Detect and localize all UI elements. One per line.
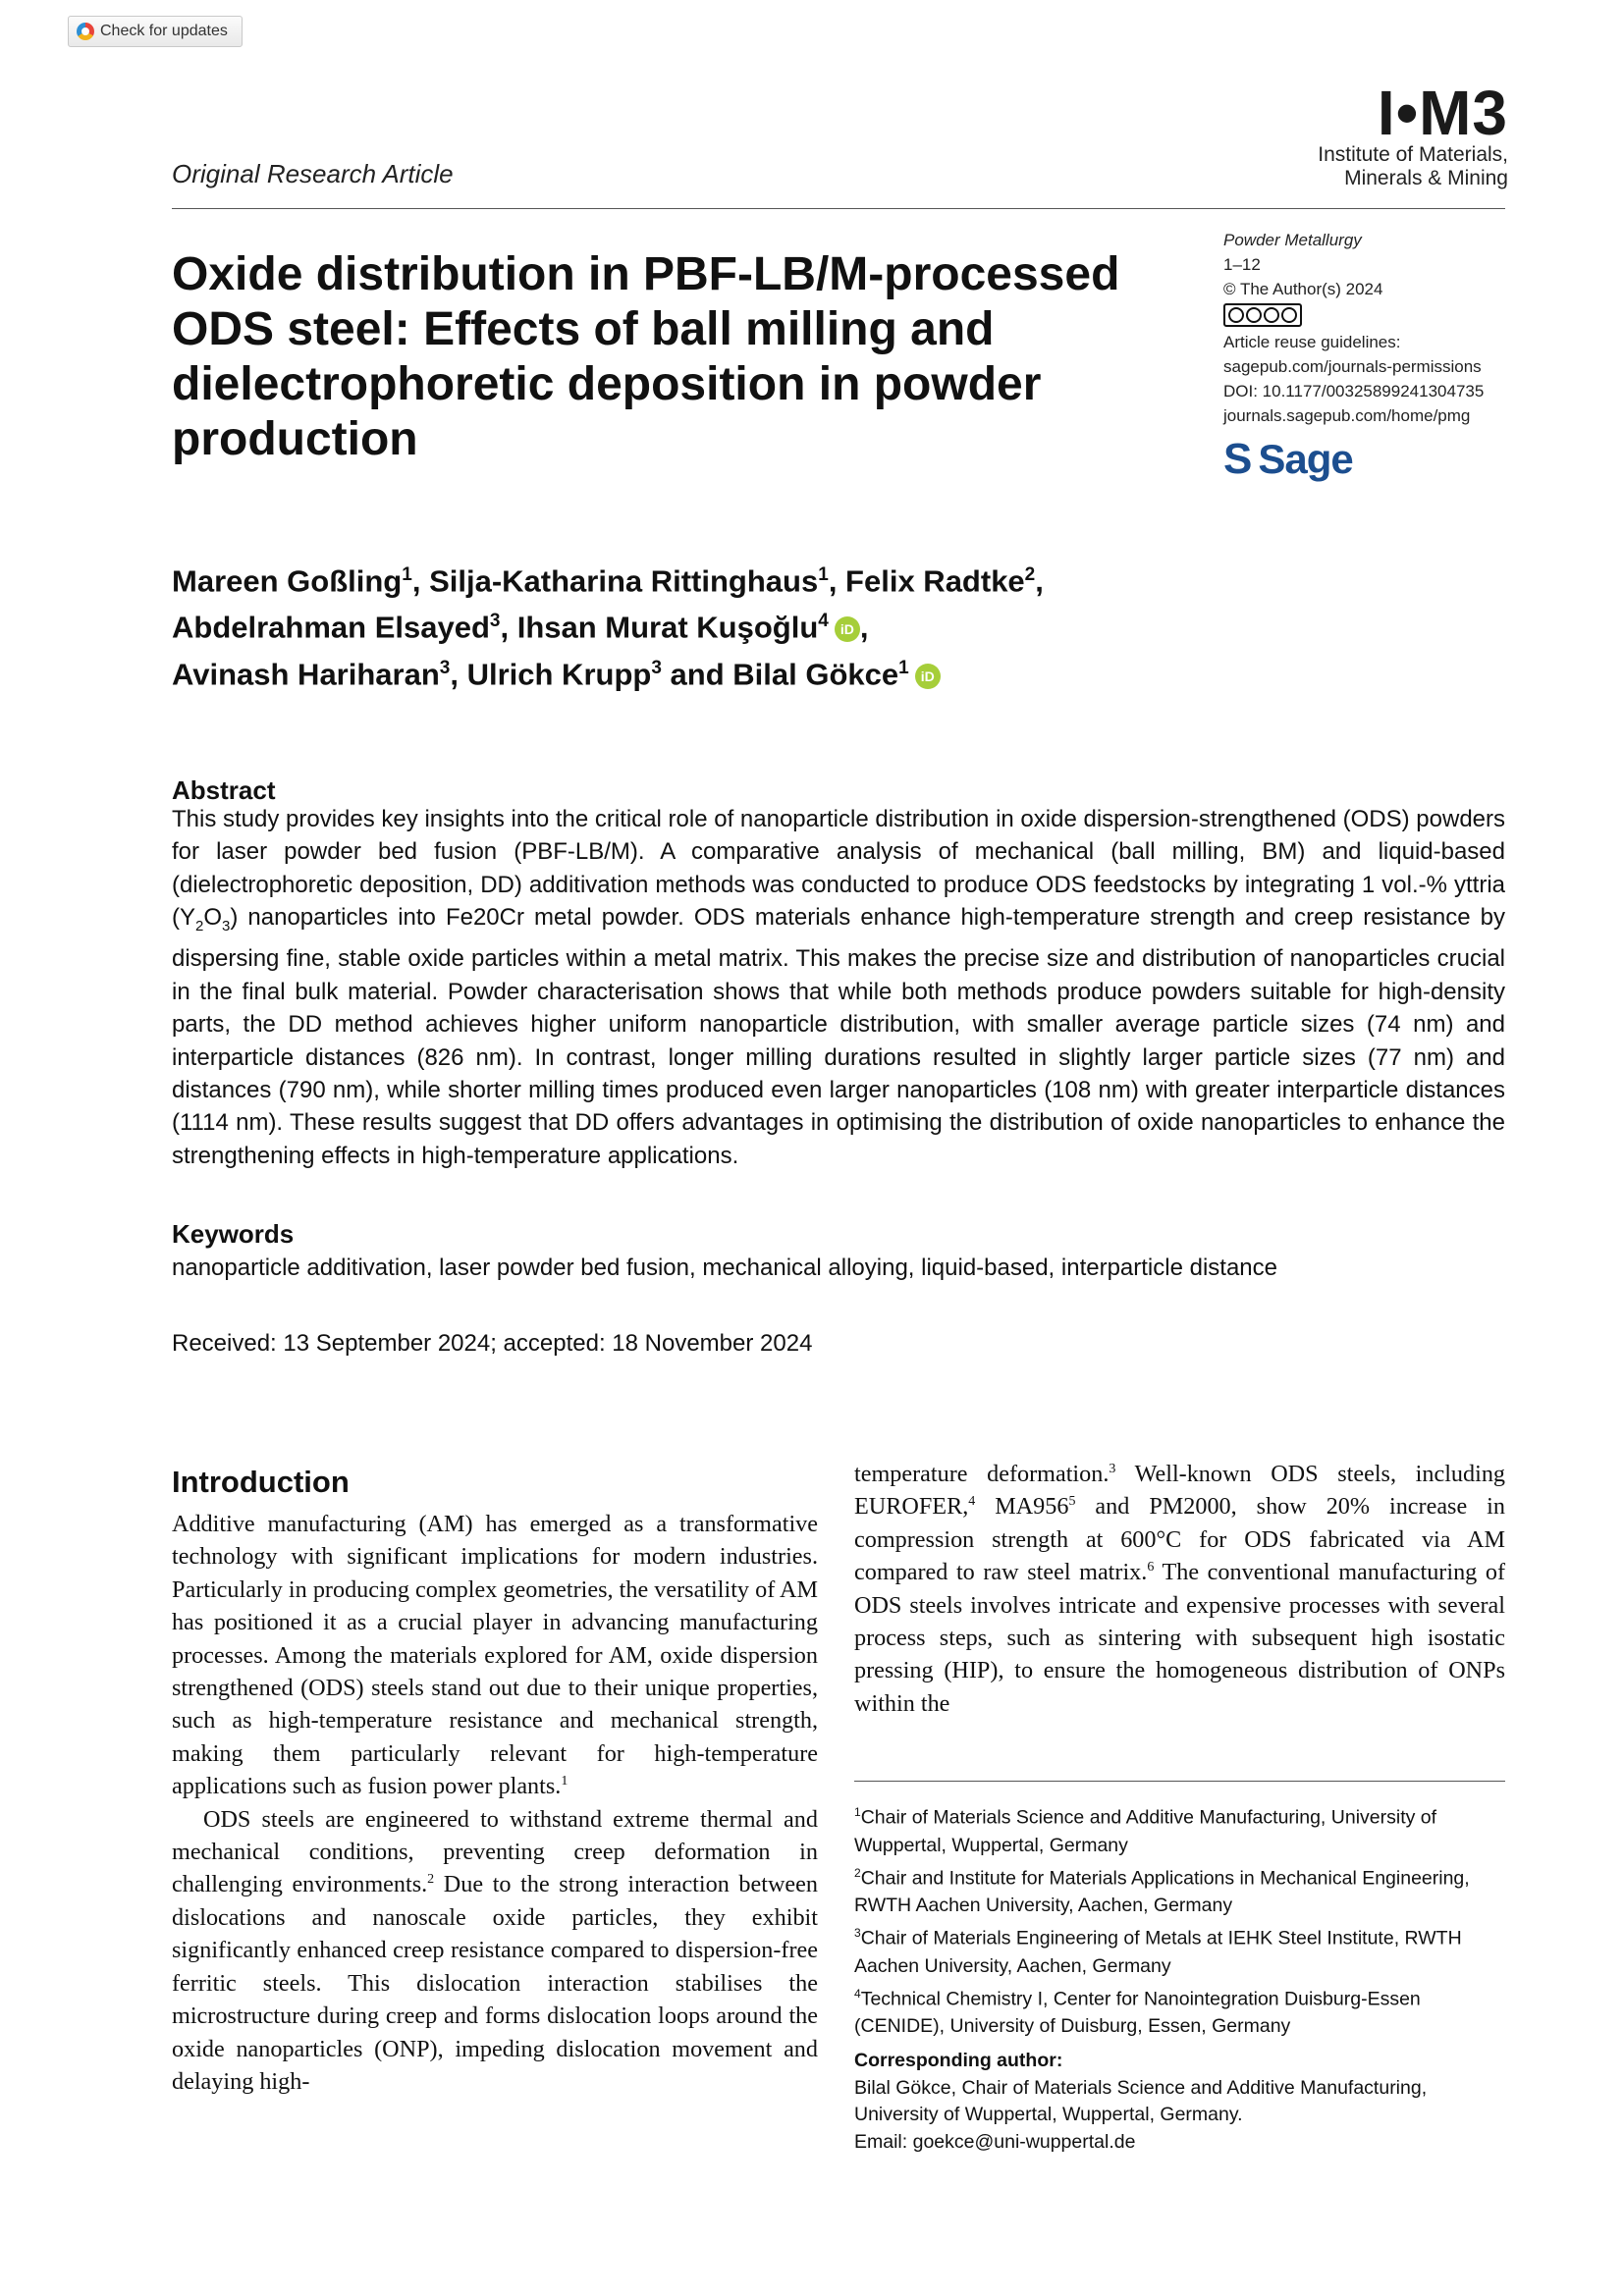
author-name: Ulrich Krupp bbox=[466, 656, 652, 691]
intro-paragraph-1: Additive manufacturing (AM) has emerged as a transformative technology with significant implications for modern industries. Particularly in producing complex geometries, the versatility of AM has positioned it as a crucial player in advancing manufacturing processes. Among the materials explored for AM, oxide dispersion strengthened (ODS) steels stand out due to their unique properties, such as high-temperature resistance and mechanical strength, making them particularly relevant for high-temperature applications such as fusion power plants.$^1$ bbox=[172, 1511, 818, 1800]
introduction-heading: Introduction bbox=[172, 1465, 350, 1499]
corresponding-author-line2: University of Wuppertal, Wuppertal, Germany. bbox=[854, 2104, 1243, 2125]
corresponding-author bbox=[854, 2048, 1505, 2156]
author-separator: , bbox=[500, 610, 517, 645]
author-affiliation-marker: 1 bbox=[898, 657, 909, 678]
orcid-icon[interactable]: iD bbox=[915, 664, 941, 689]
author-separator: , bbox=[450, 656, 467, 691]
sage-wordmark: Sage bbox=[1258, 436, 1353, 482]
copyright: © The Author(s) 2024 bbox=[1223, 280, 1383, 298]
article-meta bbox=[1223, 228, 1518, 481]
crossmark-icon bbox=[77, 23, 94, 40]
journal-link[interactable]: journals.sagepub.com/home/pmg bbox=[1223, 406, 1471, 425]
affiliation-number: 3 bbox=[854, 1926, 861, 1940]
intro-paragraph-continued: temperature deformation.$^3$ Well-known ODS steels, including EUROFER,$^4$ MA956$^5$ and PM2000, show 20% increase in compression strength at 600°C for ODS fabricated via AM compared to raw steel matrix.$^6$ The conventional manufacturing of ODS steels involves intricate and expensive processes with several process steps, such as sintering with subsequent high isostatic pressing (HIP), to ensure the homogeneous distribution of ONPs within the bbox=[854, 1461, 1506, 1717]
author-affiliation-marker: 1 bbox=[402, 564, 412, 585]
reference-marker[interactable]: 5 bbox=[1068, 1494, 1076, 1510]
author-separator: , bbox=[411, 563, 430, 599]
author-affiliation-marker: 3 bbox=[489, 611, 501, 632]
introduction-column-right bbox=[854, 1458, 1505, 1720]
author-separator: , bbox=[1035, 563, 1044, 599]
author-affiliation-marker: 3 bbox=[651, 657, 662, 678]
reference-marker[interactable]: 1 bbox=[561, 1774, 568, 1789]
reference-marker[interactable]: 2 bbox=[427, 1872, 435, 1888]
author-separator: , bbox=[859, 610, 869, 645]
journal-name: Powder Metallurgy bbox=[1223, 231, 1362, 249]
orcid-icon[interactable]: iD bbox=[835, 616, 860, 642]
doi[interactable]: DOI: 10.1177/00325899241304735 bbox=[1223, 382, 1485, 400]
author-name: Abdelrahman Elsayed bbox=[172, 610, 490, 645]
author-affiliation-marker: 2 bbox=[1024, 564, 1036, 585]
affiliation-text: Chair of Materials Science and Additive Manufacturing, University of Wuppertal, Wuppertal, Germany bbox=[854, 1806, 1437, 1856]
affiliation-text: Technical Chemistry I, Center for Nanointegration Duisburg-Essen (CENIDE), University of Duisburg, Essen, Germany bbox=[854, 1988, 1421, 2037]
corresponding-author-line1: Bilal Gökce, Chair of Materials Science and Additive Manufacturing, bbox=[854, 2076, 1428, 2099]
reuse-link[interactable]: sagepub.com/journals-permissions bbox=[1223, 357, 1482, 376]
affiliation-item bbox=[854, 1919, 1505, 1980]
author-affiliation-marker: 1 bbox=[818, 564, 829, 585]
introduction-column-left bbox=[172, 1508, 818, 2098]
check-for-updates-label: Check for updates bbox=[100, 23, 228, 39]
corresponding-author-heading: Corresponding author: bbox=[854, 2050, 1063, 2071]
reference-marker[interactable]: 4 bbox=[968, 1494, 976, 1510]
sage-logo[interactable] bbox=[1223, 435, 1518, 483]
header-divider bbox=[172, 208, 1505, 209]
abstract-heading: Abstract bbox=[172, 775, 276, 805]
reference-marker[interactable]: 6 bbox=[1147, 1560, 1155, 1575]
author-name: Ihsan Murat Kuşoğlu bbox=[516, 610, 819, 645]
affiliation-number: 1 bbox=[854, 1805, 861, 1819]
reference-marker[interactable]: 3 bbox=[1109, 1461, 1116, 1476]
affiliation-item bbox=[854, 1859, 1505, 1920]
abstract-text: This study provides key insights into the critical role of nanoparticle distribution in oxide dispersion-strengthened (ODS) powders for laser powder bed fusion (PBF-LB/M). A comparative analysis of mechanical (ball milling, BM) and liquid-based (dielectrophoretic deposition, DD) additivation methods was conducted to produce ODS feedstocks by integrating 1 vol.-% yttria $(Y_2O_3)$ nanoparticles into Fe20Cr metal powder. ODS materials enhance high-temperature strength and creep resistance by dispersing fine, stable oxide particles within a metal matrix. This makes the precise size and distribution of nanoparticles crucial in the final bulk material. Powder characterisation shows that while both methods produce powders suitable for high-density parts, the DD method achieves higher uniform nanoparticle distribution, with smaller average particle sizes (74 nm) and interparticle distances (826 nm). In contrast, longer milling durations resulted in slightly larger particle sizes (77 nm) and distances (790 nm), while shorter milling times produced even larger nanoparticles (108 nm) with greater interparticle distances (1114 nm). These results suggest that DD offers advantages in optimising the distribution of oxide nanoparticles to enhance the strengthening effects in high-temperature applications. bbox=[172, 806, 1506, 1169]
keywords-heading: Keywords bbox=[172, 1219, 295, 1249]
affiliations bbox=[854, 1798, 1505, 2040]
footnote-divider bbox=[854, 1781, 1505, 1782]
affiliation-text: Chair and Institute for Materials Applications in Mechanical Engineering, RWTH Aachen University, Aachen, Germany bbox=[854, 1867, 1470, 1916]
cc-by-nc-nd-icon[interactable] bbox=[1223, 303, 1302, 327]
affiliation-number: 4 bbox=[854, 1986, 861, 2001]
author-name: Mareen Goßling bbox=[172, 563, 403, 599]
iom3-logo-line2: Minerals & Mining bbox=[1344, 167, 1508, 189]
article-title: Oxide distribution in PBF-LB/M-processed ODS steel: Effects of ball milling and dielectrophoretic deposition in powder production bbox=[172, 248, 1120, 465]
iom3-logo-line1: Institute of Materials, bbox=[1318, 143, 1508, 166]
author-name: Silja-Katharina Rittinghaus bbox=[429, 563, 819, 599]
keywords-text: nanoparticle additivation, laser powder bed fusion, mechanical alloying, liquid-based, interparticle distance bbox=[172, 1255, 1277, 1281]
author-name: Bilal Gökce bbox=[732, 656, 899, 691]
author-separator: and bbox=[661, 656, 733, 691]
corresponding-author-email[interactable]: Email: goekce@uni-wuppertal.de bbox=[854, 2130, 1136, 2153]
article-type: Original Research Article bbox=[172, 159, 454, 188]
author-separator: , bbox=[828, 563, 846, 599]
author-list bbox=[172, 555, 1252, 694]
affiliation-item bbox=[854, 1980, 1505, 2041]
check-for-updates-button[interactable] bbox=[68, 16, 243, 47]
iom3-logo[interactable] bbox=[1318, 78, 1508, 190]
affiliation-text: Chair of Materials Engineering of Metals at IEHK Steel Institute, RWTH Aachen University, Aachen, Germany bbox=[854, 1927, 1462, 1977]
author-affiliation-marker: 3 bbox=[439, 657, 451, 678]
affiliation-item bbox=[854, 1798, 1505, 1859]
intro-paragraph-2: ODS steels are engineered to withstand extreme thermal and mechanical conditions, preventing creep deformation in challenging environments.$^2$ Due to the strong interaction between dislocations and nanoscale oxide particles, they exhibit significantly enhanced creep resistance compared to dispersion-free ferritic steels. This dislocation interaction stabilises the microstructure during creep and forms dislocation loops around the oxide nanoparticles (ONP), impeding dislocation movement and delaying high- bbox=[172, 1805, 819, 2095]
page-range: 1–12 bbox=[1223, 255, 1261, 274]
received-accepted-dates: Received: 13 September 2024; accepted: 18 November 2024 bbox=[172, 1330, 813, 1357]
iom3-logo-mark: I•M3 bbox=[1377, 78, 1508, 148]
author-name: Avinash Hariharan bbox=[172, 656, 440, 691]
affiliation-number: 2 bbox=[854, 1865, 861, 1880]
author-affiliation-marker: 4 bbox=[818, 611, 829, 632]
author-name: Felix Radtke bbox=[845, 563, 1025, 599]
reuse-label: Article reuse guidelines: bbox=[1223, 333, 1401, 351]
sage-s-icon: S bbox=[1223, 435, 1253, 483]
